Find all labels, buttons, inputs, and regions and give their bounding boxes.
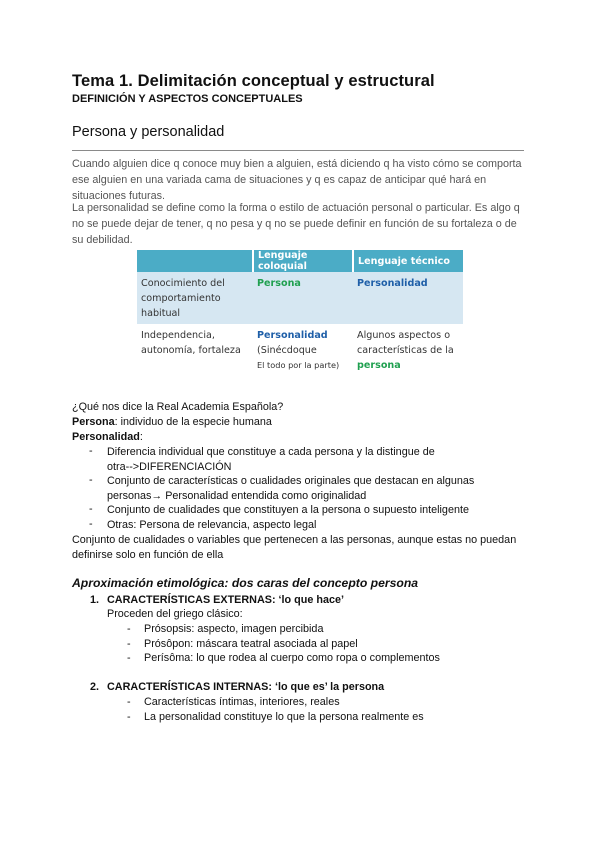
list-item: Prósopsis: aspecto, imagen percibida <box>144 623 324 635</box>
table-cell: Conocimiento del comportamiento habitual <box>137 272 253 324</box>
list-number: 1. <box>90 594 100 606</box>
table-cell <box>353 272 463 324</box>
list-item: Conjunto de cualidades que constituyen a la persona o supuesto inteligente <box>107 504 469 516</box>
section-heading-etimologica: Aproximación etimológica: dos caras del concepto persona <box>72 576 419 590</box>
dash-bullet: - <box>89 474 93 486</box>
sinecdoque-small-note: El todo por la parte) <box>257 360 340 370</box>
paragraph-intro: Cuando alguien dice q conoce muy bien a alguien, está diciendo q ha visto cómo se comporta ese alguien en una variada cama de situaciones y q es capaz de anticipar qué hará en situaciones futuras. <box>72 158 522 202</box>
table-header-cell: Lenguaje técnico <box>353 250 463 272</box>
table-row <box>137 324 463 376</box>
table-header-cell <box>137 250 253 272</box>
point-title-internas: CARACTERÍSTICAS INTERNAS: ‘lo que es’ la persona <box>107 681 385 693</box>
dash-bullet: - <box>89 518 93 530</box>
language-comparison-table <box>137 250 463 376</box>
personalidad-heading <box>72 430 143 445</box>
table-header-cell: Lenguaje coloquial <box>253 250 353 272</box>
table-header-row <box>137 250 463 272</box>
dash-bullet: - <box>127 652 131 664</box>
persona-label: Persona <box>72 416 115 428</box>
dash-bullet: - <box>89 445 93 457</box>
table-row <box>137 272 463 324</box>
dash-bullet: - <box>89 503 93 515</box>
section-heading-persona: Persona y personalidad <box>72 124 225 140</box>
dash-bullet: - <box>127 638 131 650</box>
colon-text: : <box>139 431 143 443</box>
persona-definition <box>72 415 272 430</box>
paragraph-definition: La personalidad se define como la forma o estilo de actuación personal o particular. Es algo q no se puede dejar de tener, q no pesa y q no se puede definir en función de su fortaleza o de su debilidad. <box>72 202 520 246</box>
closing-paragraph: Conjunto de cualidades o variables que pertenecen a las personas, aunque estas no puedan definirse solo en función de ella <box>72 534 517 561</box>
table-cell <box>253 272 353 324</box>
cell-text: Algunos aspectos o características de la <box>357 330 454 356</box>
term-personalidad: Personalidad <box>357 278 428 289</box>
table-cell <box>353 324 463 376</box>
persona-def-text: : individuo de la especie humana <box>114 416 272 428</box>
dash-bullet: - <box>127 696 131 708</box>
list-item: Diferencia individual que constituye a cada persona y la distingue de otra-->DIFERENCIACIÓN <box>107 446 435 473</box>
sinecdoque-note: (Sinécdoque <box>257 345 317 356</box>
personalidad-label: Personalidad <box>72 431 140 443</box>
point-title-externas: CARACTERÍSTICAS EXTERNAS: ‘lo que hace’ <box>107 594 344 606</box>
table-cell <box>253 324 353 376</box>
page-title: Tema 1. Delimitación conceptual y estructural <box>72 72 435 90</box>
table-cell: Independencia, autonomía, fortaleza <box>137 324 253 376</box>
heading-divider <box>72 150 524 151</box>
list-item: Perísôma: lo que rodea al cuerpo como ropa o complementos <box>144 652 440 664</box>
term-personalidad: Personalidad <box>257 330 328 341</box>
list-item: La personalidad constituye lo que la persona realmente es <box>144 711 424 723</box>
list-item: Prósôpon: máscara teatral asociada al papel <box>144 638 358 650</box>
list-item: Conjunto de características o cualidades originales que destacan en algunas personas→ Personalidad entendida como originalidad <box>107 475 475 502</box>
point-intro: Proceden del griego clásico: <box>107 608 243 620</box>
dash-bullet: - <box>127 711 131 723</box>
term-persona: persona <box>357 360 401 371</box>
term-persona: Persona <box>257 278 301 289</box>
rae-question: ¿Qué nos dice la Real Academia Española? <box>72 401 284 413</box>
dash-bullet: - <box>127 623 131 635</box>
list-number: 2. <box>90 681 100 693</box>
list-item: Características íntimas, interiores, reales <box>144 696 340 708</box>
page-subtitle: DEFINICIÓN Y ASPECTOS CONCEPTUALES <box>72 93 303 105</box>
list-item: Otras: Persona de relevancia, aspecto legal <box>107 519 317 531</box>
